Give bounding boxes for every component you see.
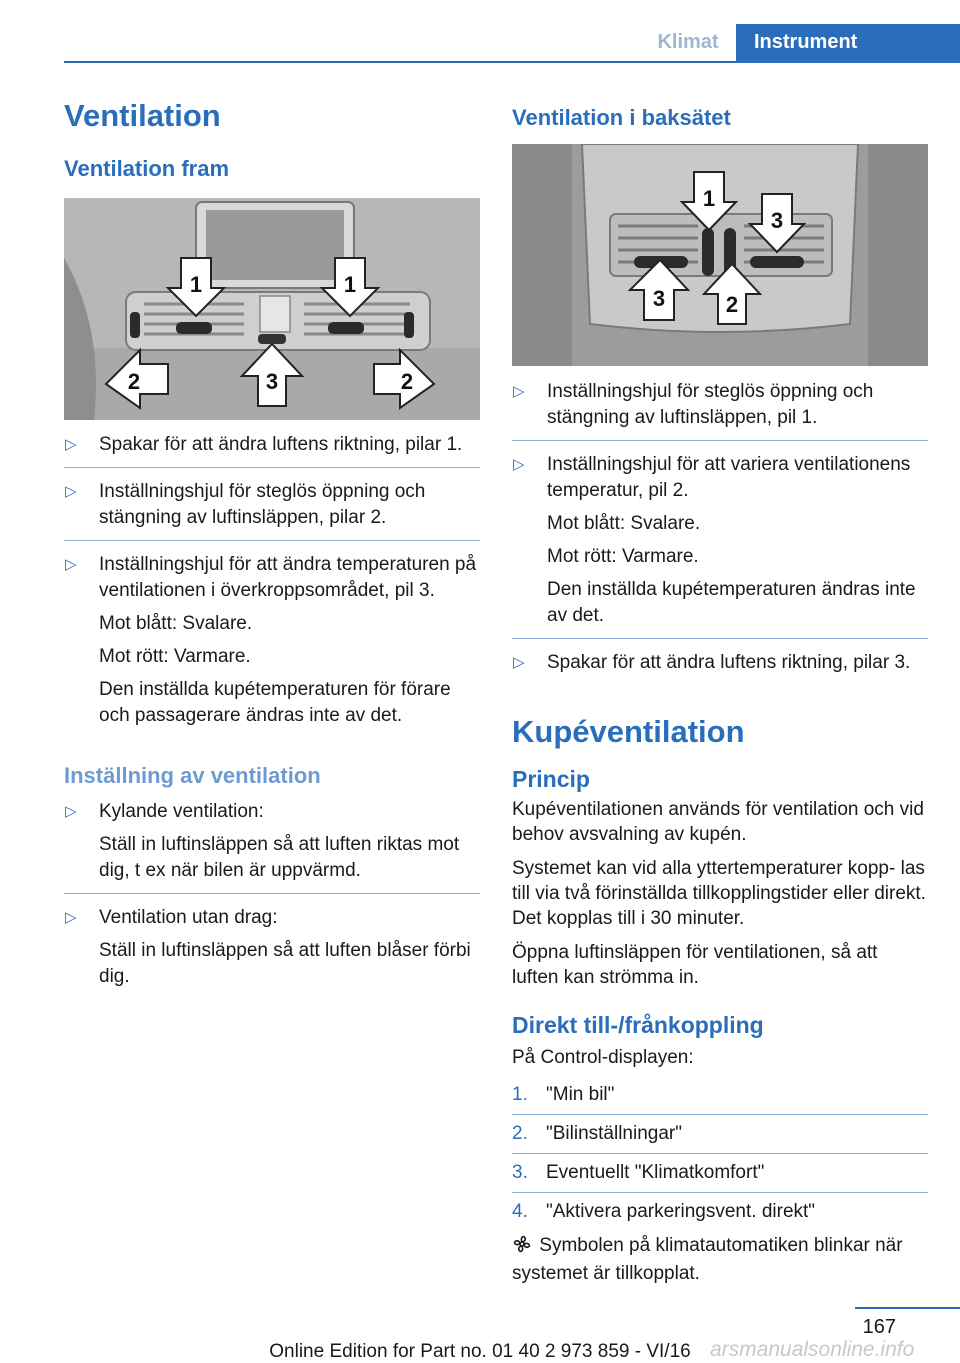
triangle-bullet-icon: ▷	[65, 909, 77, 926]
list-item: ▷ Inställningshjul för att variera ventilationens temperatur, pil 2. Mot blått: Svalare. Mot rött: Varmare. Den inställda kupétemperaturen ändras inte av det.	[513, 454, 916, 626]
principle-paragraph: Kupéventilationen används för ventilation och vid behov avsvalning av kupén.	[512, 799, 924, 845]
list-item: ▷ Kylande ventilation: Ställ in luftinsläppen så att luften riktas mot dig, t ex när bilen är uppvärmd.	[65, 801, 460, 881]
front-vent-figure	[64, 198, 480, 420]
triangle-bullet-icon: ▷	[65, 483, 77, 500]
section-title-ventilation: Ventilation	[64, 98, 221, 133]
triangle-bullet-icon: ▷	[65, 556, 77, 573]
figure-label: 3	[770, 208, 784, 233]
list-item: ▷ Spakar för att ändra luftens riktning, pilar 1.	[64, 432, 480, 458]
direct-intro: På Control-displayen:	[512, 1047, 694, 1068]
triangle-bullet-icon: ▷	[513, 456, 525, 473]
triangle-bullet-icon: ▷	[65, 436, 77, 453]
figure-label: 3	[265, 369, 279, 394]
watermark: arsmanualsonline.info	[710, 1338, 915, 1361]
front-vent-list	[64, 432, 480, 729]
figure-label: 2	[127, 369, 141, 394]
list-item: 4. "Aktivera parkeringsvent. direkt"	[512, 1201, 816, 1222]
left-column	[64, 98, 480, 990]
list-item: ▷ Ventilation utan drag: Ställ in luftinsläppen så att luften blåser förbi dig.	[65, 907, 471, 987]
rear-vent-list	[512, 379, 928, 676]
header-rule	[64, 61, 960, 63]
rear-vent-figure	[512, 144, 928, 366]
tab-instrument[interactable]: Instrument	[736, 24, 960, 61]
footer-rule	[855, 1307, 960, 1309]
list-item: ▷ Inställningshjul för att ändra temperaturen på ventilationen i överkroppsområdet, pil 3. Mot blått: Svalare. Mot rött: Varmare. Den inställda kupétemperaturen för förare och passagerare ändras inte av det.	[65, 554, 477, 726]
list-item: 1. "Min bil"	[512, 1084, 615, 1105]
figure-label: 1	[343, 272, 357, 297]
edition-line: Online Edition for Part no. 01 40 2 973 859 - VI/16	[269, 1341, 691, 1362]
list-item: ▷ Inställningshjul för steglös öppning och stängning av luftinsläppen, pil 1.	[513, 381, 874, 428]
figure-label: 1	[189, 272, 203, 297]
figure-label: 1	[702, 186, 716, 211]
triangle-bullet-icon: ▷	[513, 383, 525, 400]
triangle-bullet-icon: ▷	[513, 654, 525, 671]
list-item: 3. Eventuellt "Klimatkomfort"	[512, 1162, 765, 1183]
figure-label: 2	[400, 369, 414, 394]
direct-heading: Direkt till-/frånkoppling	[512, 1012, 764, 1038]
steps-list	[512, 1082, 928, 1225]
rear-vent-heading: Ventilation i baksätet	[512, 105, 731, 130]
principle-paragraph: Systemet kan vid alla yttertemperaturer kopp‐ las till via två förinställda tillkopplingstider eller direkt. Det kopplas till i 30 minuter.	[512, 858, 926, 929]
triangle-bullet-icon: ▷	[65, 803, 77, 820]
settings-list	[64, 799, 480, 990]
symbol-note: Symbolen på klimatautomatiken blinkar när systemet är tillkopplat.	[512, 1235, 903, 1284]
list-item: ▷ Inställningshjul för steglös öppning och stängning av luftinsläppen, pilar 2.	[65, 481, 426, 528]
principle-heading: Princip	[512, 766, 590, 792]
subtitle-ventilation-fram: Ventilation fram	[64, 156, 230, 181]
settings-heading: Inställning av ventilation	[64, 763, 321, 788]
principle-paragraph: Öppna luftinsläppen för ventilationen, så att luften kan strömma in.	[512, 942, 878, 988]
list-item: ▷ Spakar för att ändra luftens riktning, pilar 3.	[512, 650, 928, 676]
list-item: 2. "Bilinställningar"	[512, 1123, 682, 1144]
figure-label: 2	[725, 292, 739, 317]
fan-icon	[512, 1234, 534, 1261]
page-number: 167	[862, 1316, 896, 1338]
section-title-kupeventilation: Kupéventilation	[512, 714, 745, 749]
right-column	[512, 98, 928, 1286]
tab-klimat[interactable]: Klimat	[657, 31, 719, 53]
figure-label: 3	[652, 286, 666, 311]
